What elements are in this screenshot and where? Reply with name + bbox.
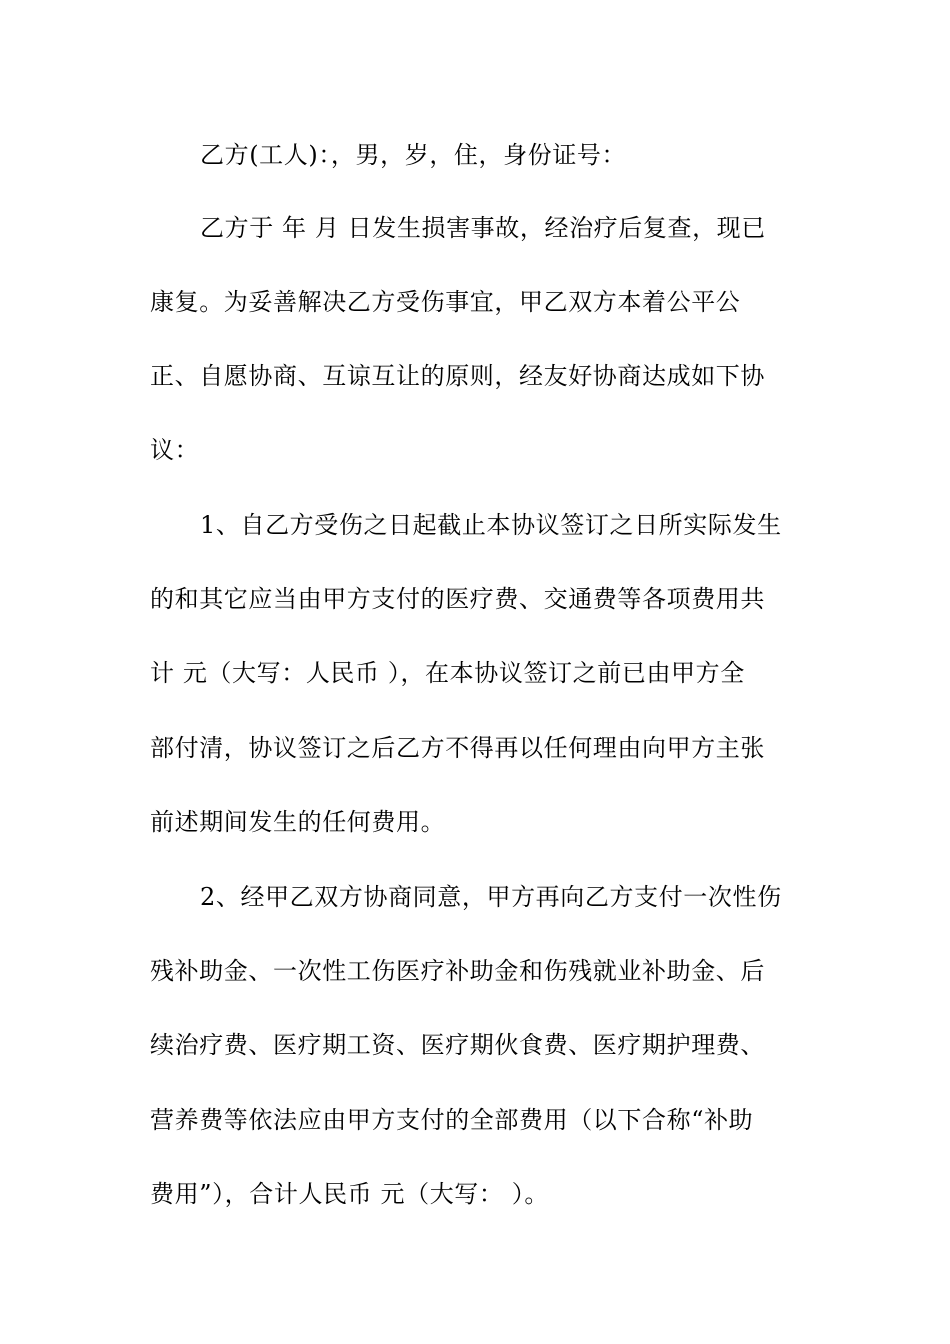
- text-line-para1-2: 康复。为妥善解决乙方受伤事宜，甲乙双方本着公平公: [150, 288, 741, 316]
- text-line-para1-1: 乙方于 年 月 日发生损害事故，经治疗后复查，现已: [200, 214, 766, 242]
- text-line-clause2-3: 续治疗费、医疗期工资、医疗期伙食费、医疗期护理费、: [150, 1031, 765, 1059]
- text-line-clause1-3: 计 元（大写：人民币 ），在本协议签订之前已由甲方全: [150, 659, 745, 687]
- text-line-party-b: 乙方(工人)：，男，岁，住，身份证号：: [200, 141, 627, 169]
- text-line-para1-3: 正、自愿协商、互谅互让的原则，经友好协商达成如下协: [150, 362, 765, 390]
- text-line-clause1-1: 1、自乙方受伤之日起截止本协议签订之日所实际发生: [200, 511, 782, 539]
- text-line-clause1-4: 部付清，协议签订之后乙方不得再以任何理由向甲方主张: [150, 734, 765, 762]
- text-line-clause2-5: 费用”），合计人民币 元（大写： ）。: [150, 1180, 549, 1208]
- text-line-clause1-5: 前述期间发生的任何费用。: [150, 808, 446, 836]
- text-line-para1-4: 议：: [150, 436, 200, 464]
- text-line-clause2-1: 2、经甲乙双方协商同意，甲方再向乙方支付一次性伤: [200, 883, 782, 911]
- text-line-clause1-2: 的和其它应当由甲方支付的医疗费、交通费等各项费用共: [150, 585, 765, 613]
- text-line-clause2-4: 营养费等依法应由甲方支付的全部费用（以下合称“补助: [150, 1106, 754, 1134]
- text-line-clause2-2: 残补助金、一次性工伤医疗补助金和伤残就业补助金、后: [150, 957, 765, 985]
